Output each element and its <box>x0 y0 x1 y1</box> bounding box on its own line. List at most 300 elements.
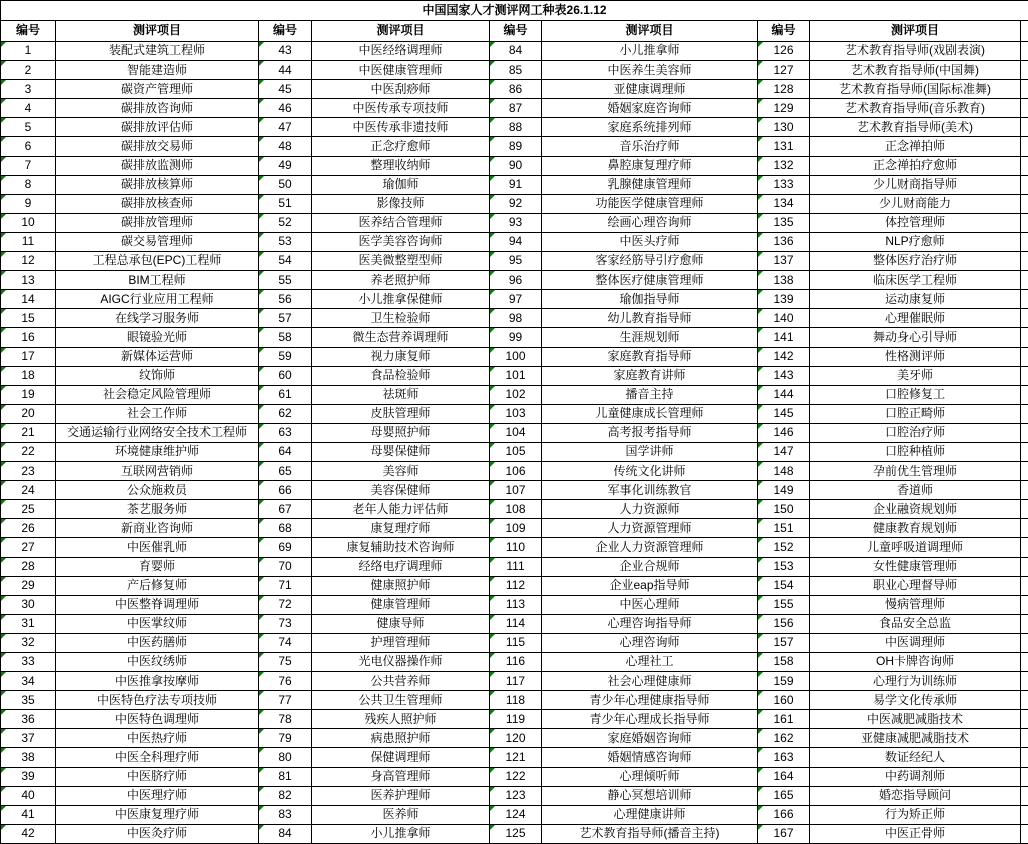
green-corner-indicator-icon <box>490 290 495 295</box>
row-item-cell: 易学文化传承师 <box>810 691 1021 710</box>
row-number: 144 <box>773 387 793 401</box>
row-item-cell: 青少年心理健康指导师 <box>542 691 758 710</box>
edge-strip-cell <box>1021 691 1028 710</box>
row-item-cell: 企业融资规划师 <box>810 500 1021 519</box>
row-no-cell <box>259 156 312 175</box>
row-item-cell: 艺术教育指导师(音乐教育) <box>810 99 1021 118</box>
row-item-cell: 碳排放评估师 <box>56 118 259 137</box>
edge-strip-cell <box>1021 442 1028 461</box>
table-row <box>1 672 1028 691</box>
row-no-cell <box>758 194 810 213</box>
green-corner-indicator-icon <box>1 462 6 467</box>
row-item-cell: 儿童呼吸道调理师 <box>810 538 1021 557</box>
row-no-cell <box>758 385 810 404</box>
row-number: 91 <box>509 177 522 191</box>
row-item-cell: 智能建造师 <box>56 61 259 80</box>
green-corner-indicator-icon <box>259 825 264 830</box>
row-number: 114 <box>506 616 525 630</box>
green-corner-indicator-icon <box>758 519 763 524</box>
row-item-cell: 中医头疗师 <box>542 232 758 251</box>
row-number: 37 <box>21 731 34 745</box>
row-number: 110 <box>506 540 525 554</box>
green-corner-indicator-icon <box>259 710 264 715</box>
col-header-item: 测评项目 <box>542 21 758 42</box>
table-row <box>1 271 1028 290</box>
row-no-cell <box>1 404 56 423</box>
row-number: 89 <box>509 139 522 153</box>
green-corner-indicator-icon <box>490 787 495 792</box>
edge-strip-cell <box>1021 614 1028 633</box>
row-item-cell: 音乐治疗师 <box>542 137 758 156</box>
row-number: 152 <box>773 540 793 554</box>
row-item-cell: 育婴师 <box>56 557 259 576</box>
row-no-cell <box>1 309 56 328</box>
row-item-cell: 瑜伽指导师 <box>542 290 758 309</box>
row-no-cell <box>490 633 542 652</box>
green-corner-indicator-icon <box>758 252 763 257</box>
green-corner-indicator-icon <box>259 137 264 142</box>
green-corner-indicator-icon <box>758 80 763 85</box>
row-item-cell: 老年人能力评估师 <box>312 500 490 519</box>
green-corner-indicator-icon <box>758 157 763 162</box>
row-item-cell: 企业人力资源管理师 <box>542 538 758 557</box>
row-number: 41 <box>21 807 34 821</box>
green-corner-indicator-icon <box>758 61 763 66</box>
row-no-cell <box>758 824 810 843</box>
row-number: 167 <box>773 826 793 840</box>
row-number: 30 <box>21 597 34 611</box>
row-no-cell <box>490 271 542 290</box>
row-number: 131 <box>773 139 793 153</box>
row-number: 153 <box>773 559 793 573</box>
row-no-cell <box>1 691 56 710</box>
row-item-cell: 装配式建筑工程师 <box>56 42 259 61</box>
row-item-cell: 少儿财商能力 <box>810 194 1021 213</box>
row-item-cell: 绘画心理咨询师 <box>542 213 758 232</box>
edge-strip-cell <box>1021 462 1028 481</box>
green-corner-indicator-icon <box>758 768 763 773</box>
row-item-cell: 康复辅助技术咨询师 <box>312 538 490 557</box>
edge-strip-cell <box>1021 290 1028 309</box>
row-number: 98 <box>509 311 522 325</box>
green-corner-indicator-icon <box>1 348 6 353</box>
row-item-cell: 女性健康管理师 <box>810 557 1021 576</box>
row-no-cell <box>758 328 810 347</box>
green-corner-indicator-icon <box>259 672 264 677</box>
green-corner-indicator-icon <box>758 290 763 295</box>
row-item-cell: 播音主持 <box>542 385 758 404</box>
row-item-cell: 碳排放核查师 <box>56 194 259 213</box>
row-item-cell: 亚健康减肥减脂技术 <box>810 729 1021 748</box>
row-number: 23 <box>21 464 34 478</box>
row-no-cell <box>259 175 312 194</box>
row-number: 130 <box>773 120 793 134</box>
green-corner-indicator-icon <box>490 481 495 486</box>
edge-strip-cell <box>1021 118 1028 137</box>
row-number: 157 <box>773 635 793 649</box>
edge-strip-cell <box>1021 748 1028 767</box>
row-number: 2 <box>25 63 32 77</box>
row-item-cell: 社会稳定风险管理师 <box>56 385 259 404</box>
row-no-cell <box>758 538 810 557</box>
row-number: 3 <box>25 82 32 96</box>
row-number: 164 <box>773 769 793 783</box>
green-corner-indicator-icon <box>259 558 264 563</box>
row-number: 46 <box>278 101 291 115</box>
green-corner-indicator-icon <box>490 577 495 582</box>
row-no-cell <box>1 194 56 213</box>
row-no-cell <box>259 347 312 366</box>
row-number: 121 <box>505 750 525 764</box>
green-corner-indicator-icon <box>259 157 264 162</box>
row-number: 162 <box>773 731 793 745</box>
row-item-cell: 经络电疗调理师 <box>312 557 490 576</box>
edge-strip-cell <box>1021 194 1028 213</box>
row-no-cell <box>1 99 56 118</box>
green-corner-indicator-icon <box>758 137 763 142</box>
row-no-cell <box>490 557 542 576</box>
green-corner-indicator-icon <box>259 443 264 448</box>
row-number: 63 <box>278 425 291 439</box>
green-corner-indicator-icon <box>1 481 6 486</box>
edge-strip-cell <box>1021 175 1028 194</box>
row-no-cell <box>490 691 542 710</box>
row-number: 16 <box>21 330 34 344</box>
row-number: 135 <box>773 215 793 229</box>
green-corner-indicator-icon <box>1 672 6 677</box>
green-corner-indicator-icon <box>259 367 264 372</box>
table-row <box>1 347 1028 366</box>
edge-strip-cell <box>1021 423 1028 442</box>
row-item-cell: 心理社工 <box>542 653 758 672</box>
edge-strip-cell <box>1021 653 1028 672</box>
row-number: 54 <box>278 253 291 267</box>
row-no-cell <box>490 309 542 328</box>
row-no-cell <box>1 805 56 824</box>
row-item-cell: 高考报考指导师 <box>542 423 758 442</box>
row-number: 109 <box>505 521 525 535</box>
row-item-cell: 中医掌纹师 <box>56 614 259 633</box>
row-no-cell <box>259 748 312 767</box>
row-no-cell <box>758 61 810 80</box>
row-item-cell: 中医热疗师 <box>56 729 259 748</box>
row-item-cell: 整体医疗健康管理师 <box>542 271 758 290</box>
row-no-cell <box>490 672 542 691</box>
green-corner-indicator-icon <box>758 787 763 792</box>
green-corner-indicator-icon <box>758 328 763 333</box>
green-corner-indicator-icon <box>1 653 6 658</box>
edge-strip-cell <box>1021 366 1028 385</box>
row-number: 94 <box>509 234 522 248</box>
row-number: 117 <box>506 674 525 688</box>
row-number: 92 <box>509 196 522 210</box>
row-no-cell <box>490 404 542 423</box>
green-corner-indicator-icon <box>758 348 763 353</box>
row-item-cell: 生涯规划师 <box>542 328 758 347</box>
row-no-cell <box>259 538 312 557</box>
row-no-cell <box>758 481 810 500</box>
edge-strip-cell <box>1021 595 1028 614</box>
green-corner-indicator-icon <box>758 271 763 276</box>
green-corner-indicator-icon <box>1 615 6 620</box>
row-no-cell <box>1 710 56 729</box>
row-number: 119 <box>506 712 525 726</box>
row-no-cell <box>1 748 56 767</box>
green-corner-indicator-icon <box>1 634 6 639</box>
row-item-cell: 中医推拿按摩师 <box>56 672 259 691</box>
green-corner-indicator-icon <box>259 252 264 257</box>
row-no-cell <box>259 614 312 633</box>
green-corner-indicator-icon <box>490 137 495 142</box>
row-no-cell <box>259 137 312 156</box>
row-number: 5 <box>25 120 32 134</box>
row-no-cell <box>758 729 810 748</box>
row-item-cell: 医养师 <box>312 805 490 824</box>
row-number: 166 <box>773 807 793 821</box>
row-number: 132 <box>773 158 793 172</box>
green-corner-indicator-icon <box>490 634 495 639</box>
row-item-cell: 新商业咨询师 <box>56 519 259 538</box>
green-corner-indicator-icon <box>490 519 495 524</box>
row-no-cell <box>490 614 542 633</box>
row-number: 96 <box>509 273 522 287</box>
green-corner-indicator-icon <box>490 252 495 257</box>
green-corner-indicator-icon <box>259 61 264 66</box>
green-corner-indicator-icon <box>1 558 6 563</box>
row-no-cell <box>758 366 810 385</box>
green-corner-indicator-icon <box>259 653 264 658</box>
row-item-cell: 小儿推拿师 <box>312 824 490 843</box>
table-row <box>1 99 1028 118</box>
row-item-cell: 中医纹绣师 <box>56 653 259 672</box>
row-no-cell <box>758 271 810 290</box>
green-corner-indicator-icon <box>490 615 495 620</box>
row-number: 67 <box>278 502 291 516</box>
row-item-cell: 健康教育规划师 <box>810 519 1021 538</box>
row-item-cell: 中医正骨师 <box>810 824 1021 843</box>
row-number: 47 <box>278 120 291 134</box>
green-corner-indicator-icon <box>758 710 763 715</box>
row-number: 125 <box>505 826 525 840</box>
edge-strip-cell <box>1021 576 1028 595</box>
row-number: 50 <box>278 177 291 191</box>
row-no-cell <box>259 213 312 232</box>
green-corner-indicator-icon <box>259 634 264 639</box>
row-number: 4 <box>25 101 32 115</box>
green-corner-indicator-icon <box>1 233 6 238</box>
green-corner-indicator-icon <box>1 252 6 257</box>
row-number: 12 <box>21 253 34 267</box>
green-corner-indicator-icon <box>490 61 495 66</box>
row-no-cell <box>758 710 810 729</box>
table-row <box>1 175 1028 194</box>
row-item-cell: 中医特色调理师 <box>56 710 259 729</box>
table-row <box>1 576 1028 595</box>
row-number: 33 <box>21 654 34 668</box>
row-no-cell <box>1 614 56 633</box>
row-no-cell <box>259 252 312 271</box>
green-corner-indicator-icon <box>259 481 264 486</box>
row-item-cell: 口腔治疗师 <box>810 423 1021 442</box>
row-item-cell: 人力资源师 <box>542 500 758 519</box>
green-corner-indicator-icon <box>259 271 264 276</box>
row-number: 27 <box>21 540 34 554</box>
row-no-cell <box>1 672 56 691</box>
table-row <box>1 194 1028 213</box>
row-item-cell: 静心冥想培训师 <box>542 786 758 805</box>
row-no-cell <box>259 99 312 118</box>
row-item-cell: 中医特色疗法专项技师 <box>56 691 259 710</box>
green-corner-indicator-icon <box>758 615 763 620</box>
table-row <box>1 404 1028 423</box>
row-no-cell <box>490 175 542 194</box>
row-number: 76 <box>278 674 291 688</box>
row-number: 72 <box>278 597 291 611</box>
row-number: 11 <box>22 234 34 248</box>
row-number: 65 <box>278 464 291 478</box>
row-item-cell: 中医经络调理师 <box>312 42 490 61</box>
row-item-cell: 正念疗愈师 <box>312 137 490 156</box>
row-item-cell: 产后修复师 <box>56 576 259 595</box>
green-corner-indicator-icon <box>1 825 6 830</box>
row-item-cell: 健康导师 <box>312 614 490 633</box>
row-item-cell: 整理收纳师 <box>312 156 490 175</box>
row-no-cell <box>1 232 56 251</box>
row-no-cell <box>1 519 56 538</box>
green-corner-indicator-icon <box>259 729 264 734</box>
green-corner-indicator-icon <box>259 787 264 792</box>
row-number: 34 <box>21 674 34 688</box>
edge-strip-cell <box>1021 767 1028 786</box>
row-no-cell <box>758 423 810 442</box>
row-number: 159 <box>773 674 793 688</box>
row-no-cell <box>1 423 56 442</box>
row-number: 86 <box>509 82 522 96</box>
row-number: 84 <box>278 826 291 840</box>
table-row <box>1 767 1028 786</box>
edge-strip-cell <box>1021 232 1028 251</box>
row-number: 32 <box>21 635 34 649</box>
row-number: 60 <box>278 368 291 382</box>
green-corner-indicator-icon <box>1 538 6 543</box>
green-corner-indicator-icon <box>1 367 6 372</box>
row-no-cell <box>259 366 312 385</box>
row-no-cell <box>1 538 56 557</box>
row-item-cell: 中医康复理疗师 <box>56 805 259 824</box>
row-number: 158 <box>773 654 793 668</box>
row-item-cell: 艺术教育指导师(播音主持) <box>542 824 758 843</box>
row-no-cell <box>490 328 542 347</box>
row-no-cell <box>1 347 56 366</box>
row-number: 43 <box>278 43 291 57</box>
row-number: 51 <box>278 196 291 210</box>
green-corner-indicator-icon <box>1 596 6 601</box>
row-number: 84 <box>509 43 522 57</box>
row-item-cell: 中医灸疗师 <box>56 824 259 843</box>
row-number: 103 <box>505 406 525 420</box>
row-no-cell <box>259 633 312 652</box>
green-corner-indicator-icon <box>259 538 264 543</box>
edge-strip-cell <box>1021 309 1028 328</box>
row-number: 150 <box>773 502 793 516</box>
green-corner-indicator-icon <box>490 157 495 162</box>
row-no-cell <box>758 767 810 786</box>
row-number: 128 <box>773 82 793 96</box>
row-item-cell: 影像技师 <box>312 194 490 213</box>
row-item-cell: 身高管理师 <box>312 767 490 786</box>
row-number: 81 <box>278 769 291 783</box>
row-no-cell <box>1 633 56 652</box>
row-number: 146 <box>773 425 793 439</box>
row-number: 1 <box>25 43 32 57</box>
row-number: 64 <box>278 444 291 458</box>
row-no-cell <box>1 366 56 385</box>
row-number: 145 <box>773 406 793 420</box>
table-row <box>1 137 1028 156</box>
row-number: 154 <box>773 578 793 592</box>
row-no-cell <box>259 118 312 137</box>
row-number: 39 <box>21 769 34 783</box>
row-no-cell <box>758 213 810 232</box>
edge-strip-cell <box>1021 519 1028 538</box>
table-row <box>1 519 1028 538</box>
row-no-cell <box>259 42 312 61</box>
row-number: 78 <box>278 712 291 726</box>
row-item-cell: 婚姻家庭咨询师 <box>542 99 758 118</box>
green-corner-indicator-icon <box>758 729 763 734</box>
green-corner-indicator-icon <box>758 596 763 601</box>
green-corner-indicator-icon <box>758 577 763 582</box>
green-corner-indicator-icon <box>1 519 6 524</box>
row-number: 137 <box>773 253 793 267</box>
row-number: 140 <box>773 311 793 325</box>
green-corner-indicator-icon <box>490 176 495 181</box>
table-row <box>1 786 1028 805</box>
row-number: 15 <box>21 311 34 325</box>
row-number: 49 <box>278 158 291 172</box>
row-item-cell: 心理咨询师 <box>542 633 758 652</box>
green-corner-indicator-icon <box>1 195 6 200</box>
table-row <box>1 42 1028 61</box>
green-corner-indicator-icon <box>259 42 264 47</box>
green-corner-indicator-icon <box>490 748 495 753</box>
green-corner-indicator-icon <box>1 157 6 162</box>
row-no-cell <box>758 786 810 805</box>
row-item-cell: AIGC行业应用工程师 <box>56 290 259 309</box>
row-number: 129 <box>773 101 793 115</box>
green-corner-indicator-icon <box>758 309 763 314</box>
row-item-cell: 企业合规师 <box>542 557 758 576</box>
row-no-cell <box>259 557 312 576</box>
row-item-cell: 茶艺服务师 <box>56 500 259 519</box>
row-number: 99 <box>509 330 522 344</box>
row-number: 93 <box>509 215 522 229</box>
col-header-no: 编号 <box>758 21 810 42</box>
row-number: 104 <box>505 425 525 439</box>
row-no-cell <box>1 156 56 175</box>
row-no-cell <box>1 481 56 500</box>
table-row <box>1 538 1028 557</box>
row-no-cell <box>758 118 810 137</box>
green-corner-indicator-icon <box>758 443 763 448</box>
green-corner-indicator-icon <box>490 558 495 563</box>
green-corner-indicator-icon <box>1 806 6 811</box>
row-number: 118 <box>506 693 525 707</box>
row-item-cell: 中医药膳师 <box>56 633 259 652</box>
green-corner-indicator-icon <box>490 118 495 123</box>
row-number: 69 <box>278 540 291 554</box>
green-corner-indicator-icon <box>490 348 495 353</box>
